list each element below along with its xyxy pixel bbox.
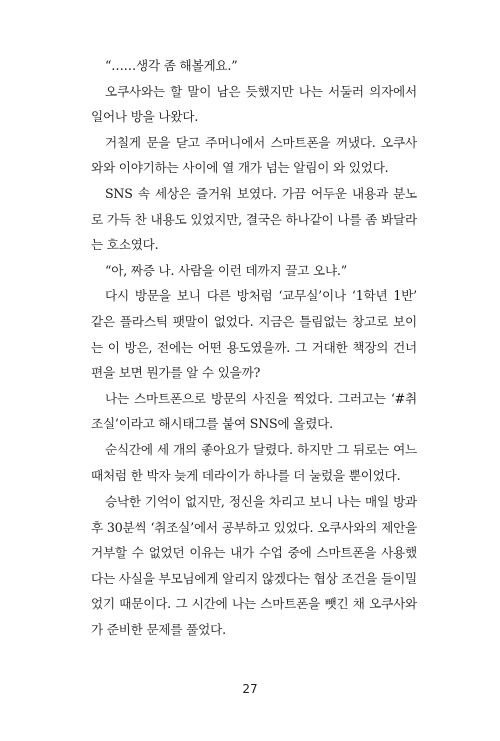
paragraph: SNS 속 세상은 즐거워 보였다. 가끔 어두운 내용과 분노로 가득 찬 내용도 있었지만, 결국은 하나같이 나를 좀 봐달라는 호소였다. [91, 185, 417, 253]
paragraph: 승낙한 기억이 없지만, 정신을 차리고 보니 나는 매일 방과 후 30분씩 ‘취조실’에서 공부하고 있었다. 오쿠사와의 제안을 거부할 수 없었던 이유는 내가 수업 중에 스마트폰을 사용했다는 사실을 부모님에게 알리지 않겠다는 협상 조건을 들이밀었기 때문이다. 그 시간에 나는 스마트폰을 뺏긴 채 오쿠사와가 준비한 문제를 풀었다. [91, 494, 417, 637]
paragraph: 오쿠사와는 할 말이 남은 듯했지만 나는 서둘러 의자에서 일어나 방을 나왔다. [91, 83, 417, 125]
paragraph: 순식간에 세 개의 좋아요가 달렸다. 하지만 그 뒤로는 여느 때처럼 한 박자 늦게 데라이가 하나를 더 눌렀을 뿐이었다. [91, 441, 417, 483]
paragraph: “아, 짜증 나. 사람을 이런 데까지 끌고 오냐.” [105, 262, 347, 278]
paragraph: 나는 스마트폰으로 방문의 사진을 찍었다. 그러고는 ‘#취조실’이라고 해시태그를 붙여 SNS에 올렸다. [91, 390, 417, 432]
paragraph: “……생각 좀 해볼게요.” [105, 58, 238, 73]
paragraph: 거칠게 문을 닫고 주머니에서 스마트폰을 꺼냈다. 오쿠사와와 이야기하는 사이에 열 개가 넘는 알림이 와 있었다. [91, 134, 417, 176]
body-section-1 [91, 53, 417, 488]
page-number: 27 [242, 682, 258, 696]
paragraph: 다시 방문을 보니 다른 방처럼 ‘교무실’이나 ‘1학년 1반’ 같은 플라스틱 팻말이 없었다. 지금은 틀림없는 창고로 보이는 이 방은, 전에는 어떤 용도였을까. 그 거대한 책장의 건너편을 보면 뭔가를 알 수 있을까? [91, 288, 417, 381]
body-section-2 [91, 489, 417, 643]
